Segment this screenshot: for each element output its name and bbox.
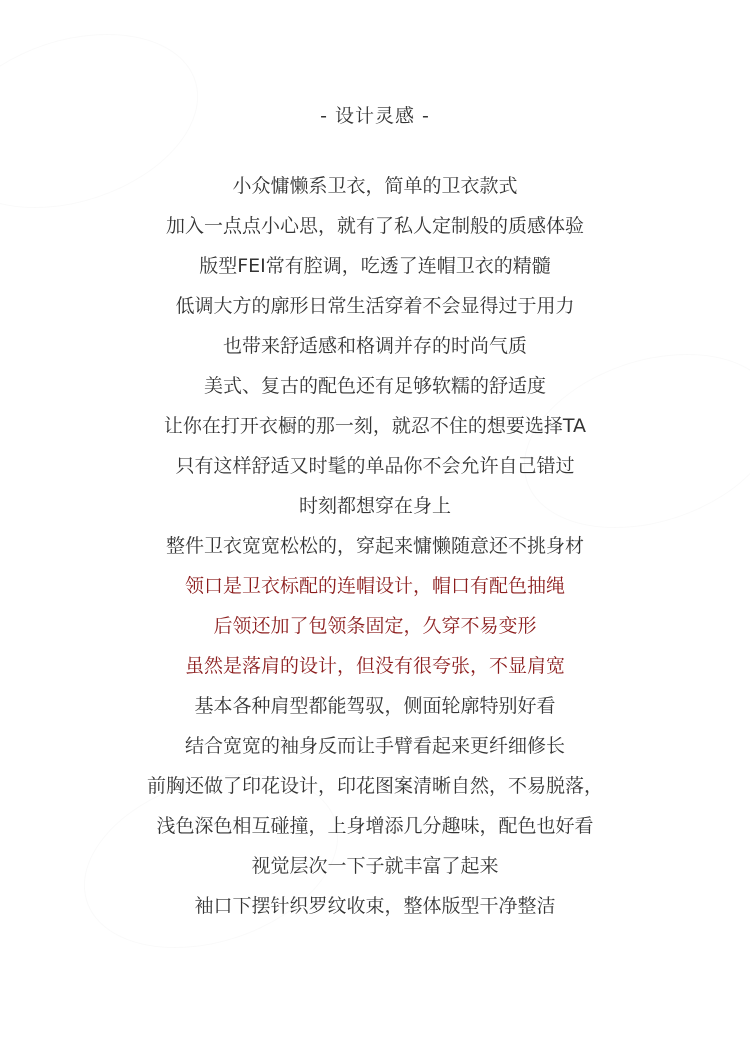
description-line: 时刻都想穿在身上 [298,495,451,517]
highlighted-description-line: 虽然是落肩的设计，但没有很夸张，不显肩宽 [184,655,565,677]
section-title: - 设计灵感 - [320,105,430,127]
description-line: 低调大方的廓形日常生活穿着不会显得过于用力 [175,295,575,317]
description-line: 也带来舒适感和格调并存的时尚气质 [222,335,527,357]
description-line: 浅色深色相互碰撞，上身增添几分趣味，配色也好看 [156,815,594,837]
description-line: 版型FEI常有腔调，吃透了连帽卫衣的精髓 [199,255,551,277]
description-line: 结合宽宽的袖身反而让手臂看起来更纤细修长 [184,735,565,757]
highlighted-description-line: 后领还加了包领条固定，久穿不易变形 [213,615,537,637]
description-line: 袖口下摆针织罗纹收束，整体版型干净整洁 [194,895,556,917]
highlighted-description-line: 领口是卫衣标配的连帽设计，帽口有配色抽绳 [184,575,565,597]
description-line: 整件卫衣宽宽松松的，穿起来慵懒随意还不挑身材 [165,535,584,557]
description-line: 让你在打开衣橱的那一刻，就忍不住的想要选择TA [163,415,587,437]
description-line: 只有这样舒适又时髦的单品你不会允许自己错过 [175,455,575,477]
description-line: 加入一点点小心思，就有了私人定制般的质感体验 [165,215,584,237]
description-line: 美式、复古的配色还有足够软糯的舒适度 [203,375,546,397]
description-line: 基本各种肩型都能驾驭，侧面轮廓特别好看 [194,695,556,717]
description-line: 视觉层次一下子就丰富了起来 [251,855,499,877]
design-inspiration-text [0,173,750,933]
description-line: 前胸还做了印花设计，印花图案清晰自然，不易脱落， [146,775,603,797]
description-line: 小众慵懒系卫衣，简单的卫衣款式 [232,175,518,197]
